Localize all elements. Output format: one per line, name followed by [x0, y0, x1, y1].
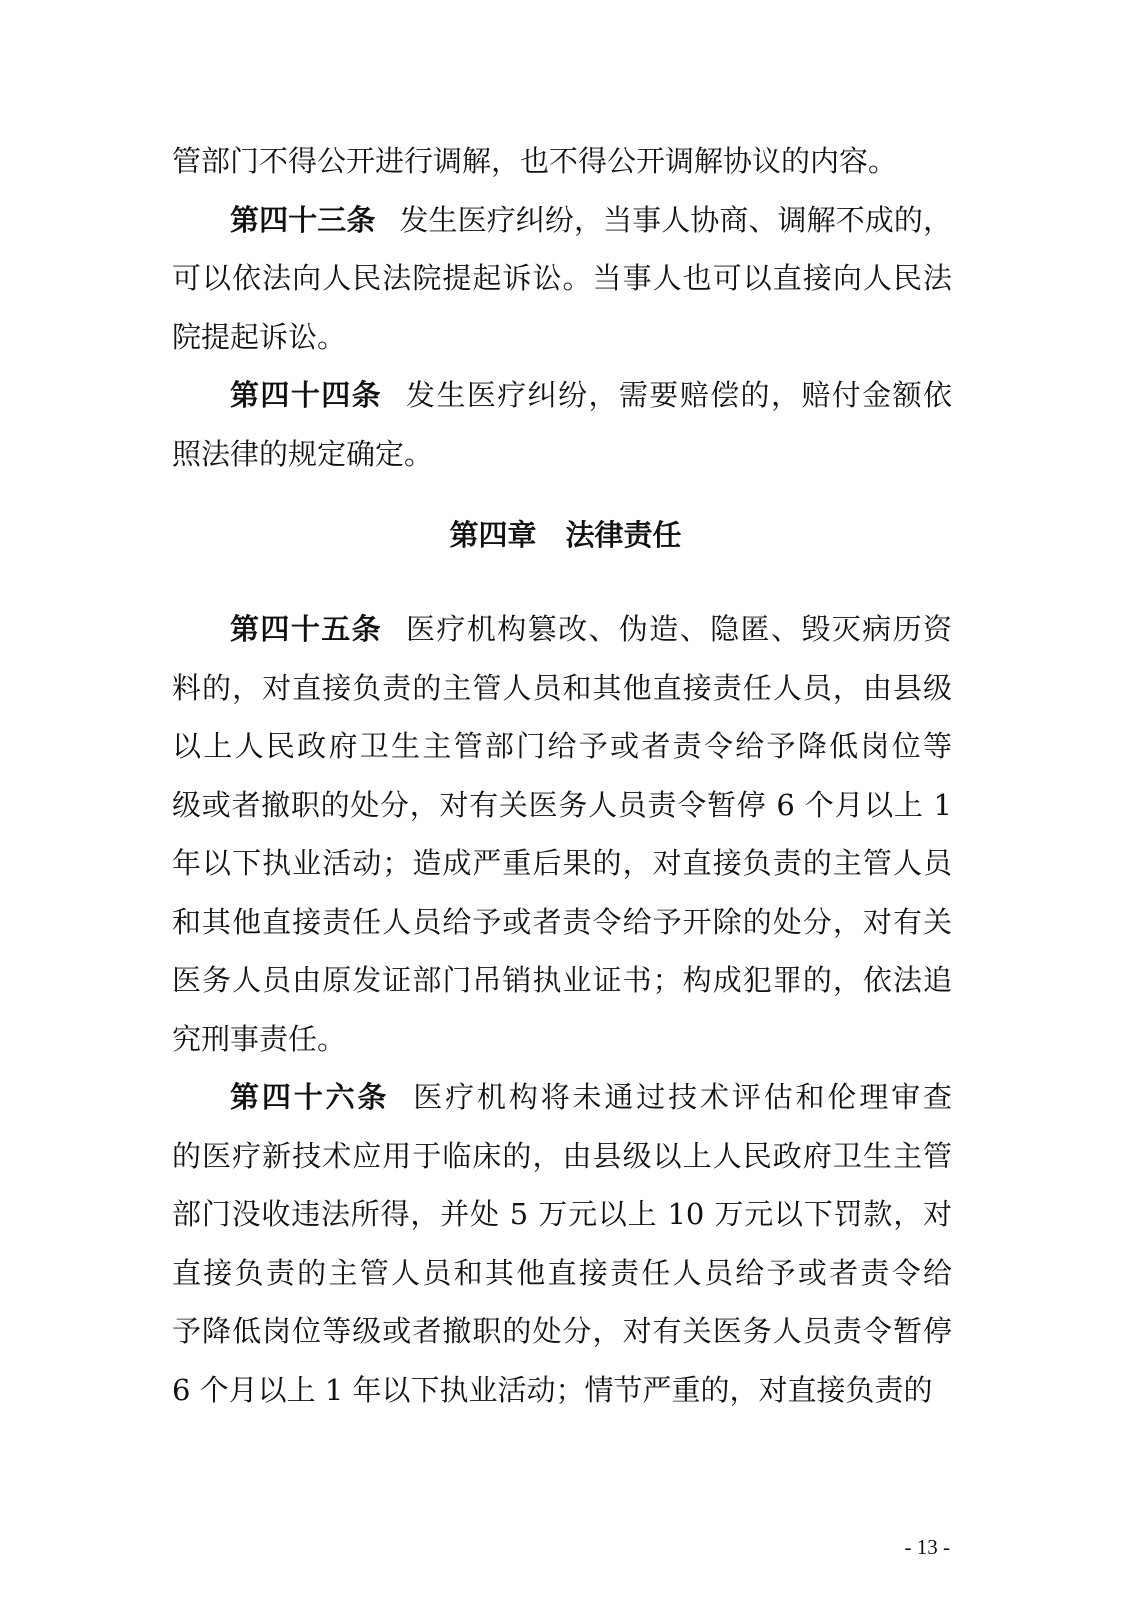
line-text: 年以下执业活动；造成严重后果的，对直接负责的主管人员	[172, 846, 952, 880]
article-number: 第四十四条	[230, 378, 383, 412]
paragraph-line	[172, 786, 952, 826]
paragraph-first-line	[230, 610, 952, 650]
paragraph-first-line	[172, 142, 952, 182]
paragraph-line	[172, 903, 952, 943]
line-text: 料的，对直接负责的主管人员和其他直接责任人员，由县级	[172, 671, 952, 705]
paragraph-line	[172, 1312, 952, 1352]
line-text: 级或者撤职的处分，对有关医务人员责令暂停 6 个月以上 1	[172, 788, 952, 822]
line-text: 院提起诉讼。	[172, 320, 347, 354]
paragraph-first-line	[230, 1078, 952, 1118]
paragraph-line	[172, 1371, 952, 1411]
line-text: 和其他直接责任人员给予或者责令给予开除的处分，对有关	[172, 905, 952, 939]
line-text: 管部门不得公开进行调解，也不得公开调解协议的内容。	[172, 144, 898, 178]
line-text: 医务人员由原发证部门吊销执业证书；构成犯罪的，依法追	[172, 963, 952, 997]
line-text: 以上人民政府卫生主管部门给予或者责令给予降低岗位等	[172, 729, 952, 763]
paragraph-line	[172, 669, 952, 709]
line-text: 予降低岗位等级或者撤职的处分，对有关医务人员责令暂停	[172, 1314, 952, 1348]
paragraph-first-line	[230, 201, 952, 241]
article-number: 第四十六条	[230, 1080, 390, 1114]
paragraph-line	[172, 727, 952, 767]
paragraph-line	[172, 1195, 952, 1235]
line-text: 发生医疗纠纷，需要赔偿的，赔付金额依	[406, 378, 952, 412]
paragraph-line	[172, 961, 952, 1001]
line-text: 直接负责的主管人员和其他直接责任人员给予或者责令给	[172, 1256, 952, 1290]
paragraph-line	[172, 259, 952, 299]
paragraph-line	[172, 435, 952, 475]
paragraph-line	[172, 1020, 952, 1060]
line-text: 照法律的规定确定。	[172, 437, 434, 471]
paragraph-line	[172, 1254, 952, 1294]
chapter-heading: 第四章 法律责任	[449, 518, 682, 552]
paragraph-line	[172, 1137, 952, 1177]
article-number: 第四十五条	[230, 612, 383, 646]
line-text: 医疗机构将未通过技术评估和伦理审查	[413, 1080, 952, 1114]
line-text: 究刑事责任。	[172, 1022, 347, 1056]
line-text: 的医疗新技术应用于临床的，由县级以上人民政府卫生主管	[172, 1139, 952, 1173]
line-text: 6 个月以上 1 年以下执业活动；情节严重的，对直接负责的	[172, 1373, 933, 1407]
line-text: 医疗机构篡改、伪造、隐匿、毁灭病历资	[406, 612, 952, 646]
paragraph-line	[172, 318, 952, 358]
line-text: 可以依法向人民法院提起诉讼。当事人也可以直接向人民法	[172, 261, 952, 295]
article-number: 第四十三条	[230, 203, 376, 237]
line-text: 部门没收违法所得，并处 5 万元以上 10 万元以下罚款，对	[172, 1197, 952, 1231]
paragraph-first-line	[230, 376, 952, 416]
line-text: 发生医疗纠纷，当事人协商、调解不成的，	[399, 203, 952, 237]
paragraph-line	[172, 844, 952, 884]
page-number: - 13 -	[904, 1535, 950, 1559]
